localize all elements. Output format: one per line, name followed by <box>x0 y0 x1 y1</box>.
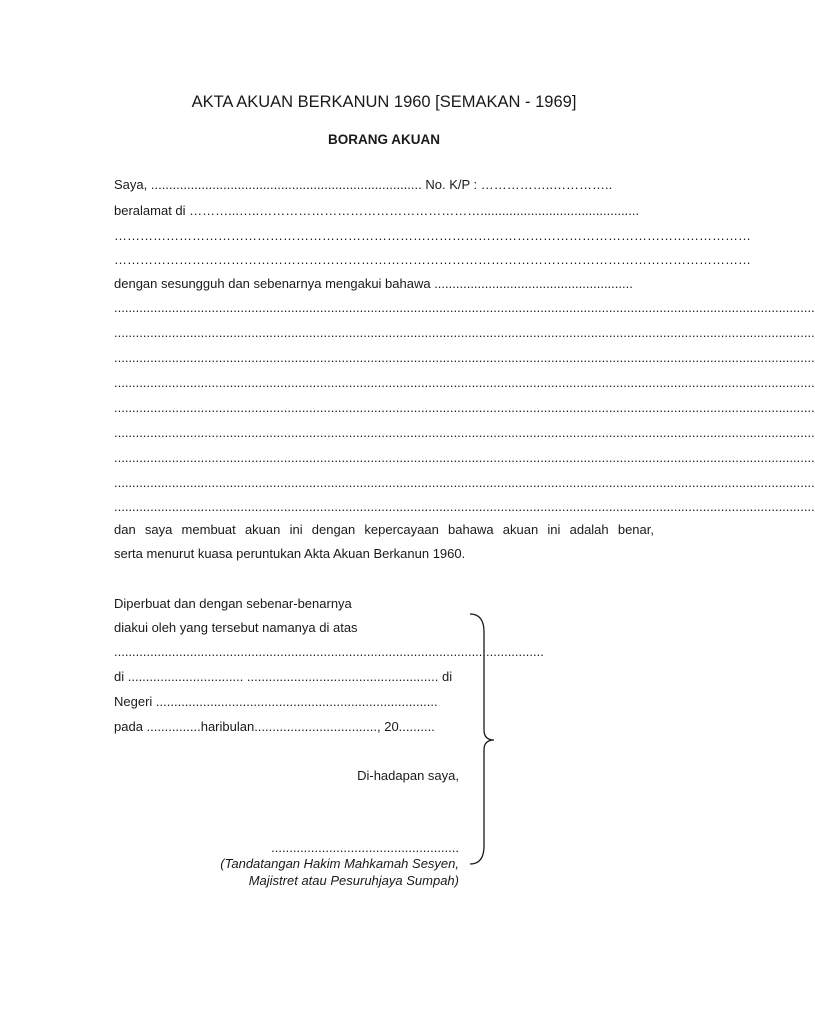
address-line[interactable]: beralamat di ………...…..……………………………………………............................................ <box>114 203 640 218</box>
form-subtitle: BORANG AKUAN <box>328 132 440 147</box>
declaration-intro-line[interactable]: dengan sesungguh dan sebenarnya mengakui bahawa ....................................................... <box>114 276 633 291</box>
statement-line[interactable]: .................................................................................................................................................................................................. <box>114 499 815 514</box>
address-line-2[interactable]: ………………………………………………………………………………………………………………………………… <box>114 228 751 243</box>
signature-caption-line-2: Majistret atau Pesuruhjaya Sumpah) <box>248 873 459 888</box>
closing-paragraph-line-1: dan saya membuat akuan ini dengan kepercayaan bahawa akuan ini adalah benar, <box>114 522 654 537</box>
statement-line[interactable]: .................................................................................................................................................................................................. <box>114 375 815 390</box>
declarant-name-field[interactable]: ....................................................................................................................... <box>114 644 544 659</box>
statement-line[interactable]: .................................................................................................................................................................................................. <box>114 300 815 315</box>
curly-brace-icon <box>466 612 502 866</box>
place-field[interactable]: di ................................ ..................................................... di <box>114 669 453 684</box>
statement-line[interactable]: .................................................................................................................................................................................................. <box>114 350 815 365</box>
signature-caption-line-1: (Tandatangan Hakim Mahkamah Sesyen, <box>220 856 459 871</box>
statement-line[interactable]: .................................................................................................................................................................................................. <box>114 400 815 415</box>
statement-line[interactable]: .................................................................................................................................................................................................. <box>114 425 815 440</box>
signature-field[interactable]: .................................................... <box>271 840 459 855</box>
statement-line[interactable]: .................................................................................................................................................................................................. <box>114 450 815 465</box>
address-line-3[interactable]: ………………………………………………………………………………………………………………………………… <box>114 252 751 267</box>
attestation-line-2: diakui oleh yang tersebut namanya di atas <box>114 620 358 635</box>
attestation-line-1: Diperbuat dan dengan sebenar-benarnya <box>114 596 352 611</box>
statement-line[interactable]: .................................................................................................................................................................................................. <box>114 325 815 340</box>
name-ic-line[interactable]: Saya, ........................................................................... No. K/P : ……………..………….. <box>114 177 613 192</box>
date-field[interactable]: pada ...............haribulan.................................., 20.......... <box>114 719 435 734</box>
state-field[interactable]: Negeri .............................................................................. <box>114 694 438 709</box>
statement-line[interactable]: .................................................................................................................................................................................................. <box>114 475 815 490</box>
form-title: AKTA AKUAN BERKANUN 1960 [SEMAKAN - 1969] <box>191 93 577 111</box>
closing-paragraph-line-2: serta menurut kuasa peruntukan Akta Akuan Berkanun 1960. <box>114 546 466 561</box>
before-me-label: Di-hadapan saya, <box>357 768 459 783</box>
